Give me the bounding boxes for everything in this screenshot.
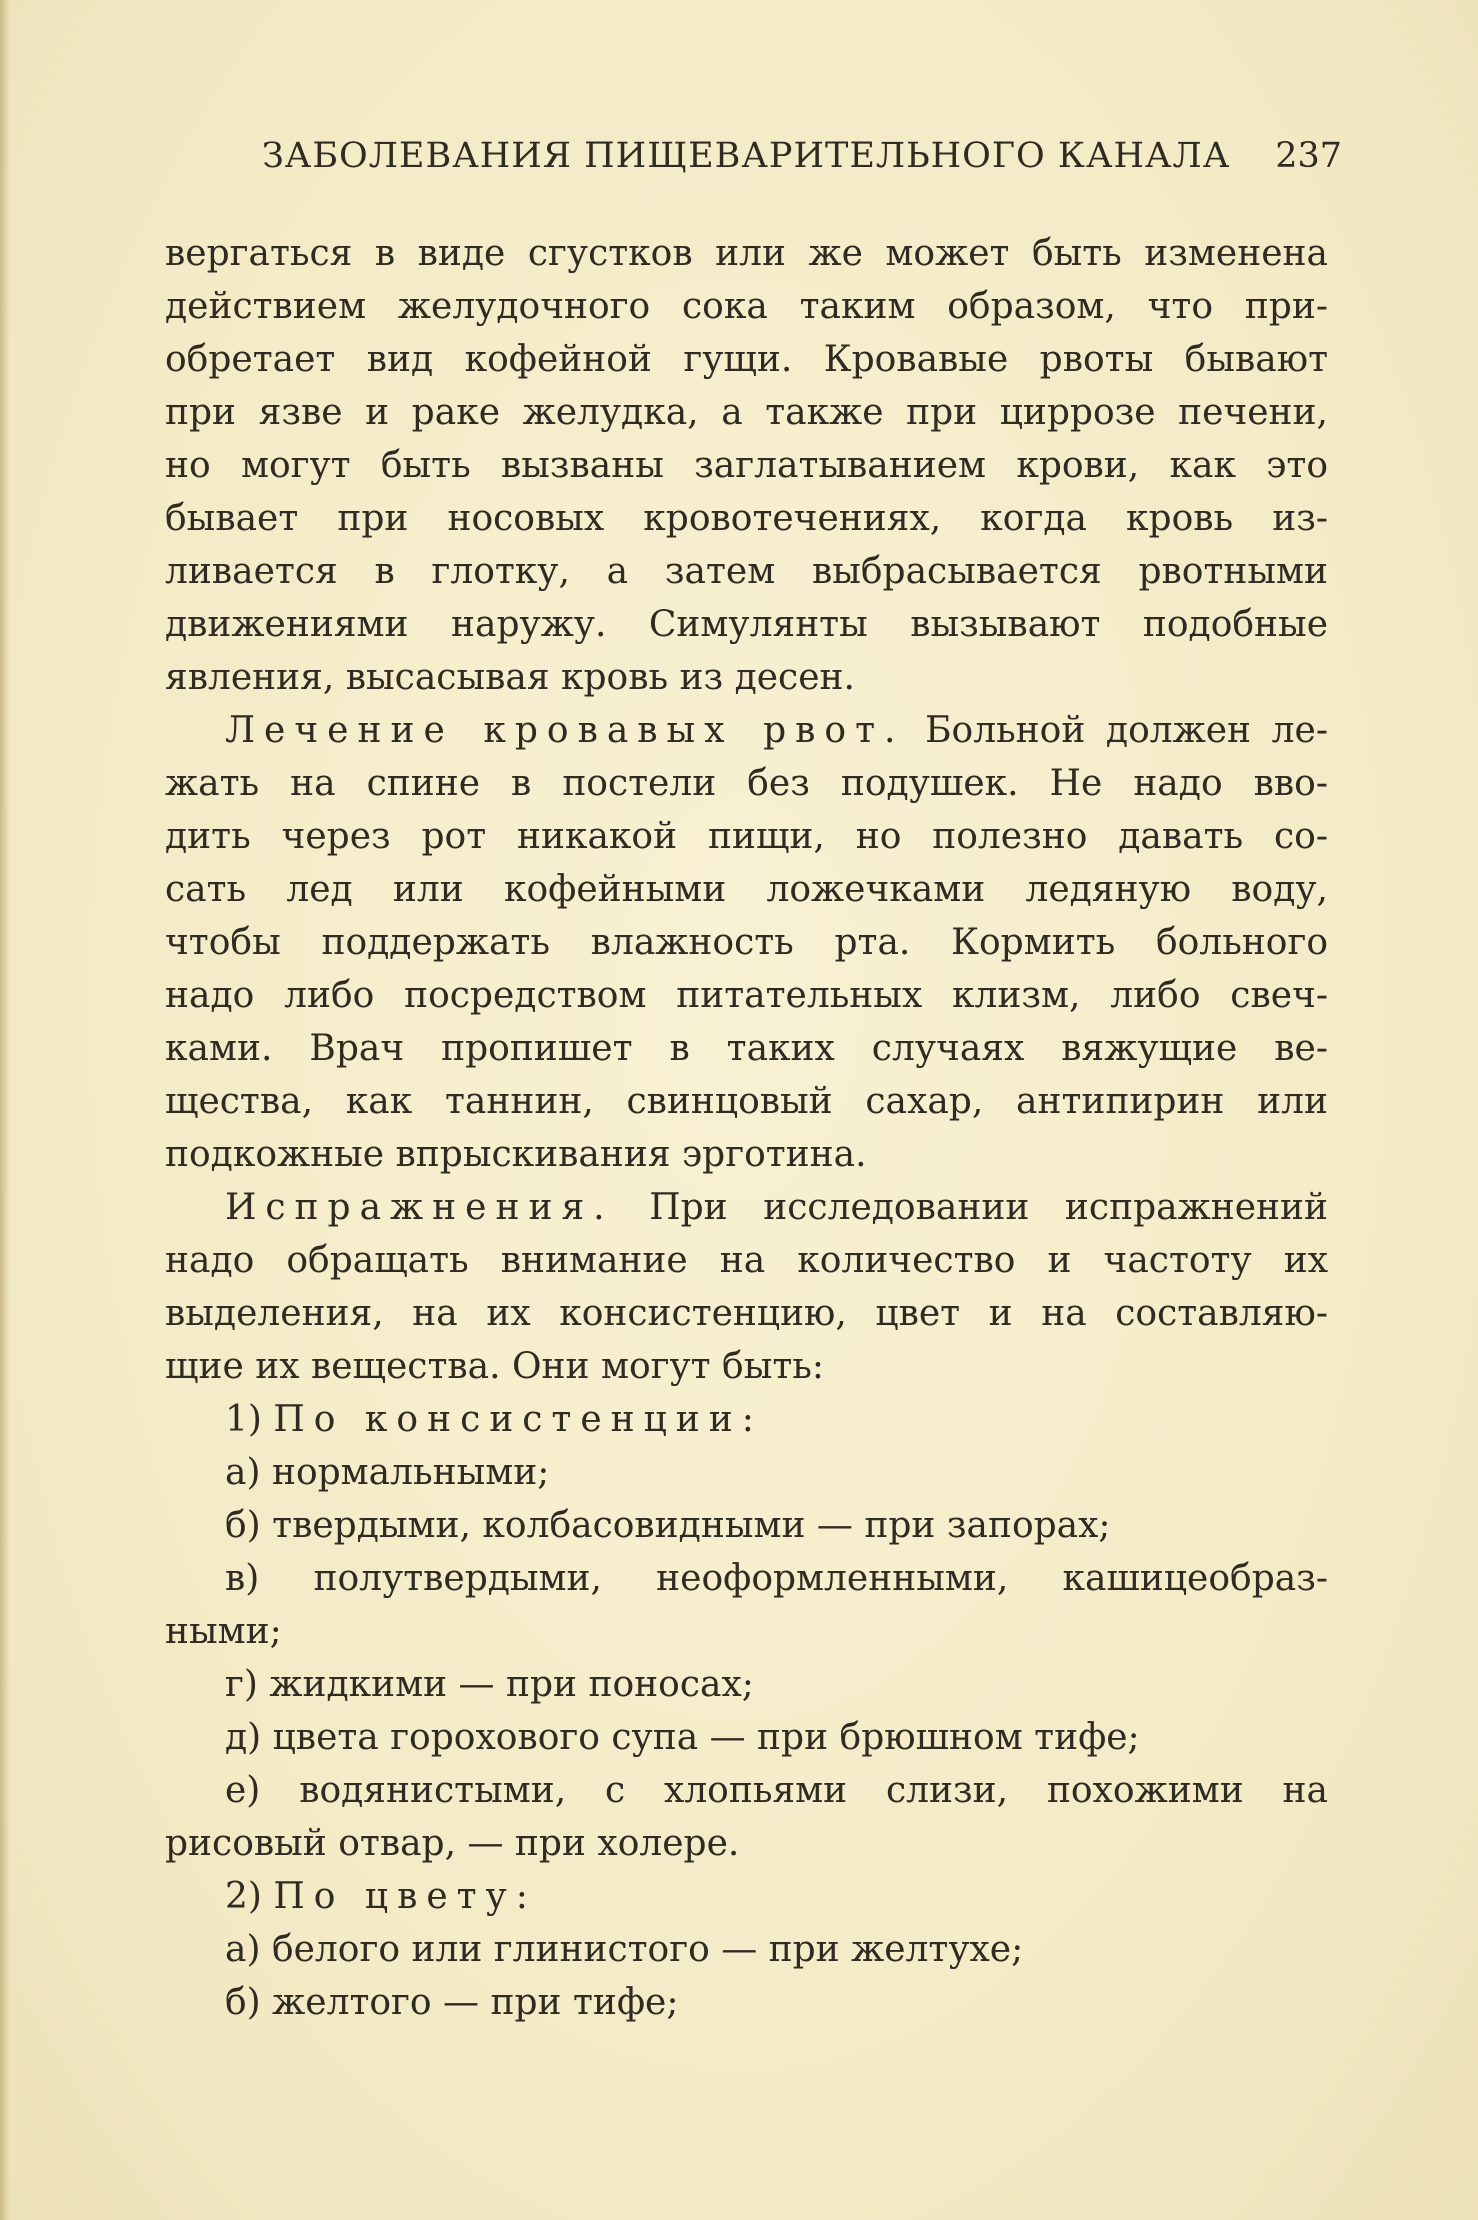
paragraph-first-line — [225, 704, 1328, 757]
text-line: вергаться в виде сгустков или же может быть изменена — [165, 233, 1328, 274]
text-line: движениями наружу. Симулянты вызывают подобные — [165, 604, 1328, 645]
list-item: е) водянистыми, с хлопьями слизи, похожими на — [225, 1770, 1328, 1811]
list-item: д) цвета горохового супа — при брюшном тифе; — [225, 1717, 1140, 1758]
text-line: щие их вещества. Они могут быть: — [165, 1346, 824, 1387]
text-line: действием желудочного сока таким образом, что при- — [165, 286, 1328, 327]
list-item-continuation: рисовый отвар, — при холере. — [165, 1823, 740, 1864]
paragraph-first-line — [225, 1181, 1328, 1234]
running-head — [262, 130, 1342, 190]
list-heading — [225, 1870, 1328, 1923]
page-spine-shadow — [0, 0, 10, 2220]
list-item: в) полутвердыми, неоформленными, кашицеобраз- — [225, 1558, 1328, 1599]
text-line: надо обращать внимание на количество и частоту их — [165, 1240, 1328, 1281]
text-line: сать лед или кофейными ложечками ледяную воду, — [165, 869, 1328, 910]
text-line: обретает вид кофейной гущи. Кровавые рвоты бывают — [165, 339, 1328, 380]
list-number: 2) — [225, 1876, 262, 1917]
text-line: надо либо посредством питательных клизм, либо свеч- — [165, 975, 1328, 1016]
text-line: чтобы поддержать влажность рта. Кормить больного — [165, 922, 1328, 963]
spaced-heading: По цвету: — [273, 1876, 537, 1917]
running-title: ЗАБОЛЕВАНИЯ ПИЩЕВАРИТЕЛЬНОГО КАНАЛА — [262, 136, 1231, 176]
list-heading — [225, 1393, 1328, 1446]
list-item: б) желтого — при тифе; — [225, 1982, 679, 2023]
list-item: а) белого или глинистого — при желтухе; — [225, 1929, 1024, 1970]
text-line: подкожные впрыскивания эрготина. — [165, 1134, 867, 1175]
text-line: жать на спине в постели без подушек. Не надо вво- — [165, 763, 1328, 804]
paragraph-text: Больной должен ле- — [904, 710, 1328, 751]
text-line: но могут быть вызваны заглатыванием крови, как это — [165, 445, 1328, 486]
spaced-heading: Лечение кровавых рвот. — [225, 710, 905, 751]
spaced-heading: Испражнения. — [225, 1187, 614, 1228]
page-number: 237 — [1275, 136, 1342, 176]
list-number: 1) — [225, 1399, 262, 1440]
text-line: бывает при носовых кровотечениях, когда кровь из- — [165, 498, 1328, 539]
text-line: выделения, на их консистенцию, цвет и на составляю- — [165, 1293, 1328, 1334]
list-item: г) жидкими — при поносах; — [225, 1664, 754, 1705]
text-line: ливается в глотку, а затем выбрасывается рвотными — [165, 551, 1328, 592]
text-line: явления, высасывая кровь из десен. — [165, 657, 855, 698]
text-line: ками. Врач пропишет в таких случаях вяжущие ве- — [165, 1028, 1328, 1069]
text-line: щества, как таннин, свинцовый сахар, антипирин или — [165, 1081, 1328, 1122]
spaced-heading: По консистенции: — [273, 1399, 763, 1440]
paragraph-text: При исследовании испражнений — [613, 1187, 1328, 1228]
list-item-continuation: ными; — [165, 1611, 282, 1652]
list-item: б) твердыми, колбасовидными — при запорах; — [225, 1505, 1111, 1546]
list-item: а) нормальными; — [225, 1452, 550, 1493]
text-line: дить через рот никакой пищи, но полезно давать со- — [165, 816, 1328, 857]
text-line: при язве и раке желудка, а также при циррозе печени, — [165, 392, 1328, 433]
